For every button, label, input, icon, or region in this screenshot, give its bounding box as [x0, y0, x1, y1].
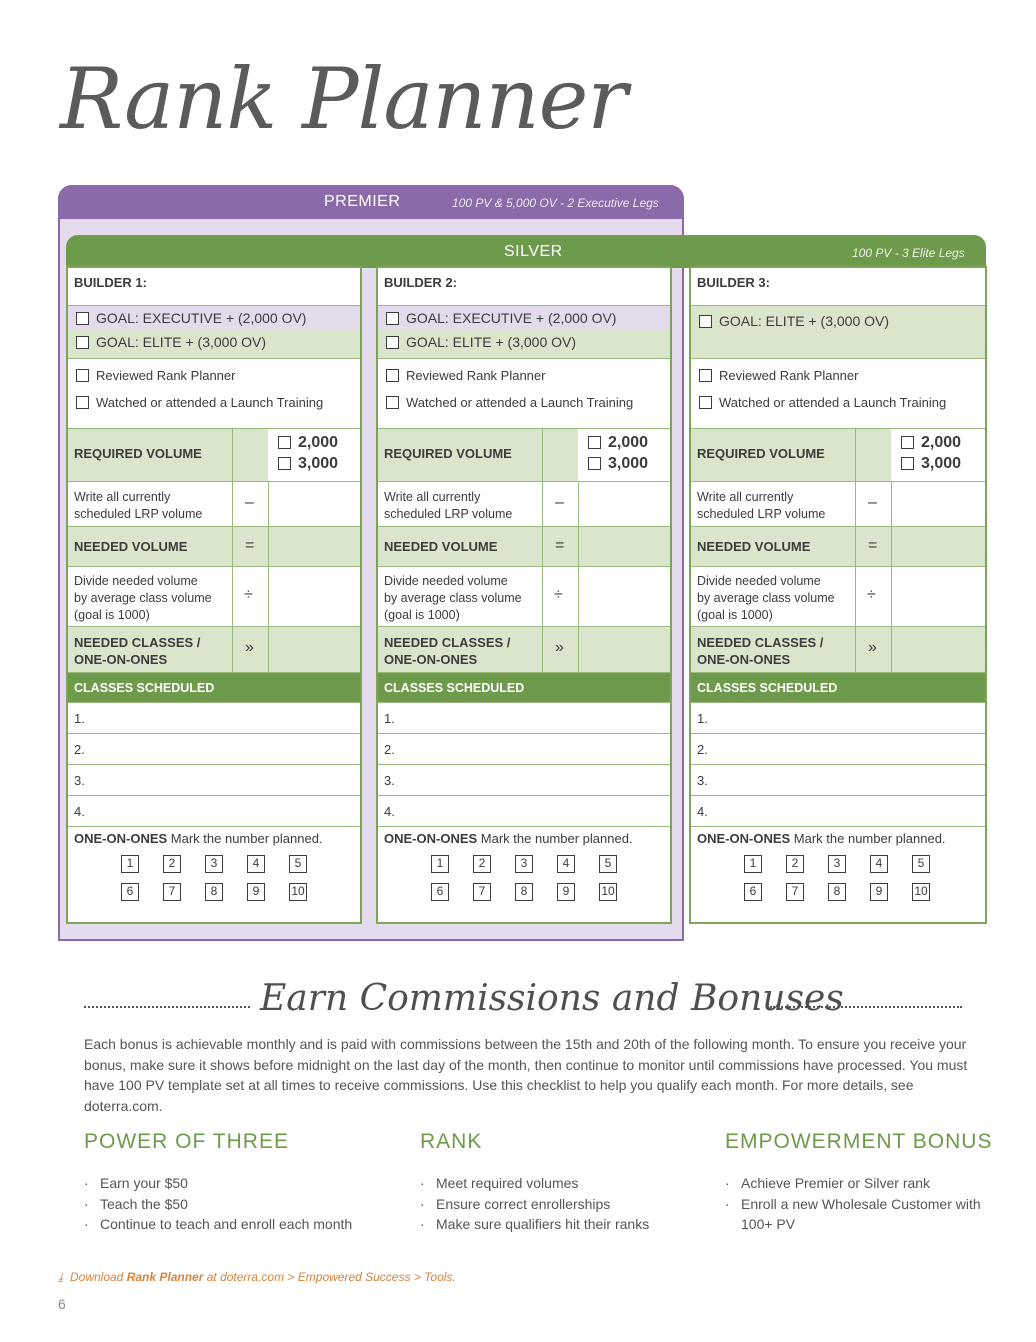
required-volume-label: REQUIRED VOLUME: [74, 446, 202, 461]
one-on-one-box[interactable]: 2: [163, 855, 181, 873]
class-line-number: 4.: [74, 804, 85, 819]
reviewed-label: Reviewed Rank Planner: [96, 368, 236, 383]
goal-executive-row[interactable]: [378, 306, 670, 330]
required-volume-label: REQUIRED VOLUME: [697, 446, 825, 461]
divide-line-2: by average class volume: [384, 591, 522, 605]
divide-line-3: (goal is 1000): [384, 608, 460, 622]
needed-classes-line-2: ONE-ON-ONES: [74, 652, 168, 667]
goal-elite-row[interactable]: [68, 330, 360, 359]
needed-volume-label: NEEDED VOLUME: [384, 539, 498, 554]
lrp-volume-row: [378, 482, 670, 527]
page-title: Rank Planner: [60, 50, 627, 148]
lrp-line-1: Write all currently: [74, 490, 171, 504]
one-on-one-box[interactable]: 3: [515, 855, 533, 873]
class-line-number: 1.: [74, 711, 85, 726]
premier-requirements: 100 PV & 5,000 OV - 2 Executive Legs: [452, 196, 659, 210]
one-on-one-box[interactable]: 5: [599, 855, 617, 873]
goal-elite-label: GOAL: ELITE + (3,000 OV): [96, 334, 267, 350]
classes-scheduled-header: [691, 673, 985, 703]
list-item: · Teach the $50: [84, 1194, 384, 1215]
class-line-number: 2.: [697, 742, 708, 757]
checkbox[interactable]: [386, 312, 399, 325]
volume-2000: 2,000: [608, 434, 649, 451]
one-on-ones-label: ONE-ON-ONES: [697, 831, 791, 846]
required-volume-row: [378, 429, 670, 482]
one-on-one-box[interactable]: 8: [515, 883, 533, 901]
one-on-one-box[interactable]: 3: [205, 855, 223, 873]
one-on-one-box[interactable]: 5: [912, 855, 930, 873]
checkbox[interactable]: [278, 436, 291, 449]
class-line-number: 3.: [697, 773, 708, 788]
one-on-one-box[interactable]: 2: [786, 855, 804, 873]
list-item: · Meet required volumes: [420, 1173, 710, 1194]
needed-classes-line-2: ONE-ON-ONES: [697, 652, 791, 667]
checkbox[interactable]: [386, 336, 399, 349]
one-on-ones-text: Mark the number planned.: [167, 831, 323, 846]
class-line-number: 4.: [384, 804, 395, 819]
required-volume-row: [68, 429, 360, 482]
page-number: 6: [58, 1296, 66, 1312]
builder-name-row: [378, 268, 670, 306]
footer-link[interactable]: Rank Planner: [126, 1270, 204, 1284]
rank-heading: RANK: [420, 1130, 483, 1153]
lrp-line-2: scheduled LRP volume: [74, 507, 203, 521]
checkbox[interactable]: [699, 369, 712, 382]
divide-symbol: ÷: [554, 586, 563, 603]
arrow-symbol: »: [555, 639, 564, 656]
class-line[interactable]: [691, 765, 985, 796]
class-line-number: 3.: [74, 773, 85, 788]
classes-scheduled-label: CLASSES SCHEDULED: [74, 681, 215, 695]
class-line-number: 2.: [74, 742, 85, 757]
lrp-line-2: scheduled LRP volume: [697, 507, 826, 521]
dotted-rule-left: [84, 1006, 250, 1008]
class-line[interactable]: [68, 703, 360, 734]
silver-requirements: 100 PV - 3 Elite Legs: [852, 246, 965, 260]
builder-name: BUILDER 3:: [697, 275, 770, 290]
download-icon: ⤓: [58, 1270, 64, 1284]
volume-3000: 3,000: [608, 455, 649, 472]
builder-panel-3: [689, 266, 987, 924]
download-footer[interactable]: [58, 1270, 456, 1285]
volume-3000: 3,000: [921, 455, 962, 472]
checkbox[interactable]: [278, 457, 291, 470]
one-on-one-box[interactable]: 1: [431, 855, 449, 873]
required-volume-row: [691, 429, 985, 482]
power-of-three-list: [84, 1173, 384, 1235]
divide-symbol: ÷: [244, 586, 253, 603]
classes-scheduled-label: CLASSES SCHEDULED: [697, 681, 838, 695]
checklist-row: [378, 359, 670, 429]
one-on-one-box[interactable]: 2: [473, 855, 491, 873]
rank-list: [420, 1173, 710, 1235]
goal-elite-row[interactable]: [691, 306, 985, 359]
one-on-ones-text: Mark the number planned.: [790, 831, 946, 846]
one-on-one-box[interactable]: 9: [557, 883, 575, 901]
classes-scheduled-label: CLASSES SCHEDULED: [384, 681, 525, 695]
silver-label: SILVER: [504, 243, 563, 260]
divide-line-2: by average class volume: [74, 591, 212, 605]
watched-label: Watched or attended a Launch Training: [719, 395, 947, 410]
checkbox[interactable]: [699, 396, 712, 409]
one-on-one-box[interactable]: 5: [289, 855, 307, 873]
divide-line-3: (goal is 1000): [74, 608, 150, 622]
one-on-one-box[interactable]: 4: [247, 855, 265, 873]
class-line[interactable]: [68, 796, 360, 827]
checkbox[interactable]: [386, 396, 399, 409]
volume-2000: 2,000: [298, 434, 339, 451]
needed-volume-label: NEEDED VOLUME: [697, 539, 811, 554]
needed-classes-line-1: NEEDED CLASSES /: [384, 635, 511, 650]
empowerment-bonus-heading: EMPOWERMENT BONUS: [725, 1130, 993, 1153]
divide-line-1: Divide needed volume: [384, 574, 508, 588]
builder-name-row: [68, 268, 360, 306]
one-on-one-box[interactable]: 6: [121, 883, 139, 901]
class-line[interactable]: [378, 796, 670, 827]
builder-panel-1: [66, 266, 362, 924]
one-on-one-box[interactable]: 9: [247, 883, 265, 901]
class-line-number: 1.: [697, 711, 708, 726]
one-on-one-box[interactable]: 10: [289, 883, 307, 901]
one-on-one-box[interactable]: 4: [870, 855, 888, 873]
minus-symbol: –: [555, 494, 564, 511]
equals-symbol: =: [868, 537, 878, 554]
builder-name: BUILDER 1:: [74, 275, 147, 290]
divide-row: [68, 567, 360, 627]
goal-executive-label: GOAL: EXECUTIVE + (2,000 OV): [96, 310, 307, 326]
list-item: · Achieve Premier or Silver rank: [725, 1173, 985, 1194]
needed-classes-line-1: NEEDED CLASSES /: [74, 635, 201, 650]
class-line[interactable]: [68, 765, 360, 796]
footer-prefix: Download: [69, 1270, 127, 1284]
arrow-symbol: »: [868, 639, 877, 656]
one-on-one-box[interactable]: 10: [912, 883, 930, 901]
equals-symbol: =: [245, 537, 255, 554]
builder-name-row: [691, 268, 985, 306]
lrp-line-1: Write all currently: [384, 490, 481, 504]
one-on-one-box[interactable]: 7: [786, 883, 804, 901]
class-line[interactable]: [691, 703, 985, 734]
earn-title: Earn Commissions and Bonuses: [260, 978, 844, 1019]
checklist-row: [691, 359, 985, 429]
one-on-one-box[interactable]: 8: [828, 883, 846, 901]
power-of-three-heading: POWER OF THREE: [84, 1130, 289, 1153]
builder-panel-2: [376, 266, 672, 924]
needed-classes-line-1: NEEDED CLASSES /: [697, 635, 824, 650]
one-on-one-box[interactable]: 6: [744, 883, 762, 901]
footer-suffix: at doterra.com > Empowered Success > Tools.: [203, 1270, 456, 1284]
checkbox[interactable]: [901, 436, 914, 449]
one-on-one-box[interactable]: 8: [205, 883, 223, 901]
needed-classes-row: [691, 627, 985, 673]
divide-line-3: (goal is 1000): [697, 608, 773, 622]
lrp-volume-row: [68, 482, 360, 527]
class-line[interactable]: [378, 765, 670, 796]
class-line[interactable]: [68, 734, 360, 765]
one-on-ones-text: Mark the number planned.: [477, 831, 633, 846]
earn-paragraph: Each bonus is achievable monthly and is paid with commissions between the 15th and 20th of the following month. To ensure you receive your bonus, make sure it shows before midnight on the last day of the month, then continue to monitor until commissions have processed. You must have 100 PV template set at all times to receive commissions. Use this checklist to help you qualify each month. For more details, see doterra.com.: [84, 1036, 968, 1114]
list-item: · Enroll a new Wholesale Customer with 100+ PV: [725, 1194, 985, 1235]
reviewed-label: Reviewed Rank Planner: [719, 368, 859, 383]
goal-elite-row[interactable]: [378, 330, 670, 359]
list-item: · Continue to teach and enroll each month: [84, 1214, 384, 1235]
one-on-one-box[interactable]: 9: [870, 883, 888, 901]
dotted-rule-right: [770, 1006, 962, 1008]
premier-label: PREMIER: [324, 193, 401, 210]
checkbox[interactable]: [901, 457, 914, 470]
divide-line-1: Divide needed volume: [74, 574, 198, 588]
class-line[interactable]: [378, 703, 670, 734]
checkbox[interactable]: [386, 369, 399, 382]
goal-elite-label: GOAL: ELITE + (3,000 OV): [406, 334, 577, 350]
goal-elite-label: GOAL: ELITE + (3,000 OV): [719, 313, 890, 329]
one-on-one-box[interactable]: 10: [599, 883, 617, 901]
class-line-number: 4.: [697, 804, 708, 819]
one-on-ones-label: ONE-ON-ONES: [74, 831, 168, 846]
needed-classes-row: [378, 627, 670, 673]
divide-row: [691, 567, 985, 627]
one-on-one-box[interactable]: 1: [121, 855, 139, 873]
class-line[interactable]: [378, 734, 670, 765]
one-on-one-box[interactable]: 7: [473, 883, 491, 901]
divide-symbol: ÷: [867, 586, 876, 603]
needed-classes-line-2: ONE-ON-ONES: [384, 652, 478, 667]
needed-volume-row: [68, 527, 360, 567]
class-line-number: 1.: [384, 711, 395, 726]
divide-row: [378, 567, 670, 627]
classes-scheduled-header: [68, 673, 360, 703]
volume-3000: 3,000: [298, 455, 339, 472]
earn-heading-row: [84, 978, 962, 1030]
checkbox[interactable]: [699, 315, 712, 328]
one-on-one-box[interactable]: 3: [828, 855, 846, 873]
arrow-symbol: »: [245, 639, 254, 656]
reviewed-label: Reviewed Rank Planner: [406, 368, 546, 383]
needed-volume-row: [691, 527, 985, 567]
watched-label: Watched or attended a Launch Training: [96, 395, 324, 410]
premier-header: [58, 185, 684, 219]
minus-symbol: –: [868, 494, 877, 511]
empowerment-list: [725, 1173, 985, 1235]
checkbox[interactable]: [76, 369, 89, 382]
checklist-row: [68, 359, 360, 429]
silver-header: [66, 235, 986, 268]
lrp-line-1: Write all currently: [697, 490, 794, 504]
equals-symbol: =: [555, 537, 565, 554]
class-line-number: 3.: [384, 773, 395, 788]
needed-classes-row: [68, 627, 360, 673]
volume-2000: 2,000: [921, 434, 962, 451]
checkbox[interactable]: [588, 457, 601, 470]
divide-line-2: by average class volume: [697, 591, 835, 605]
minus-symbol: –: [245, 494, 254, 511]
checkbox[interactable]: [76, 312, 89, 325]
one-on-one-box[interactable]: 7: [163, 883, 181, 901]
list-item: · Ensure correct enrollerships: [420, 1194, 710, 1215]
divide-line-1: Divide needed volume: [697, 574, 821, 588]
builder-name: BUILDER 2:: [384, 275, 457, 290]
lrp-line-2: scheduled LRP volume: [384, 507, 513, 521]
list-item: · Earn your $50: [84, 1173, 384, 1194]
lrp-volume-row: [691, 482, 985, 527]
required-volume-label: REQUIRED VOLUME: [384, 446, 512, 461]
one-on-one-box[interactable]: 4: [557, 855, 575, 873]
goal-executive-label: GOAL: EXECUTIVE + (2,000 OV): [406, 310, 617, 326]
watched-label: Watched or attended a Launch Training: [406, 395, 634, 410]
checkbox[interactable]: [588, 436, 601, 449]
one-on-one-box[interactable]: 1: [744, 855, 762, 873]
checkbox[interactable]: [76, 336, 89, 349]
class-line[interactable]: [691, 734, 985, 765]
needed-volume-label: NEEDED VOLUME: [74, 539, 188, 554]
needed-volume-row: [378, 527, 670, 567]
checkbox[interactable]: [76, 396, 89, 409]
class-line-number: 2.: [384, 742, 395, 757]
one-on-one-box[interactable]: 6: [431, 883, 449, 901]
classes-scheduled-header: [378, 673, 670, 703]
class-line[interactable]: [691, 796, 985, 827]
goal-executive-row[interactable]: [68, 306, 360, 330]
list-item: · Make sure qualifiers hit their ranks: [420, 1214, 710, 1235]
one-on-ones-label: ONE-ON-ONES: [384, 831, 478, 846]
